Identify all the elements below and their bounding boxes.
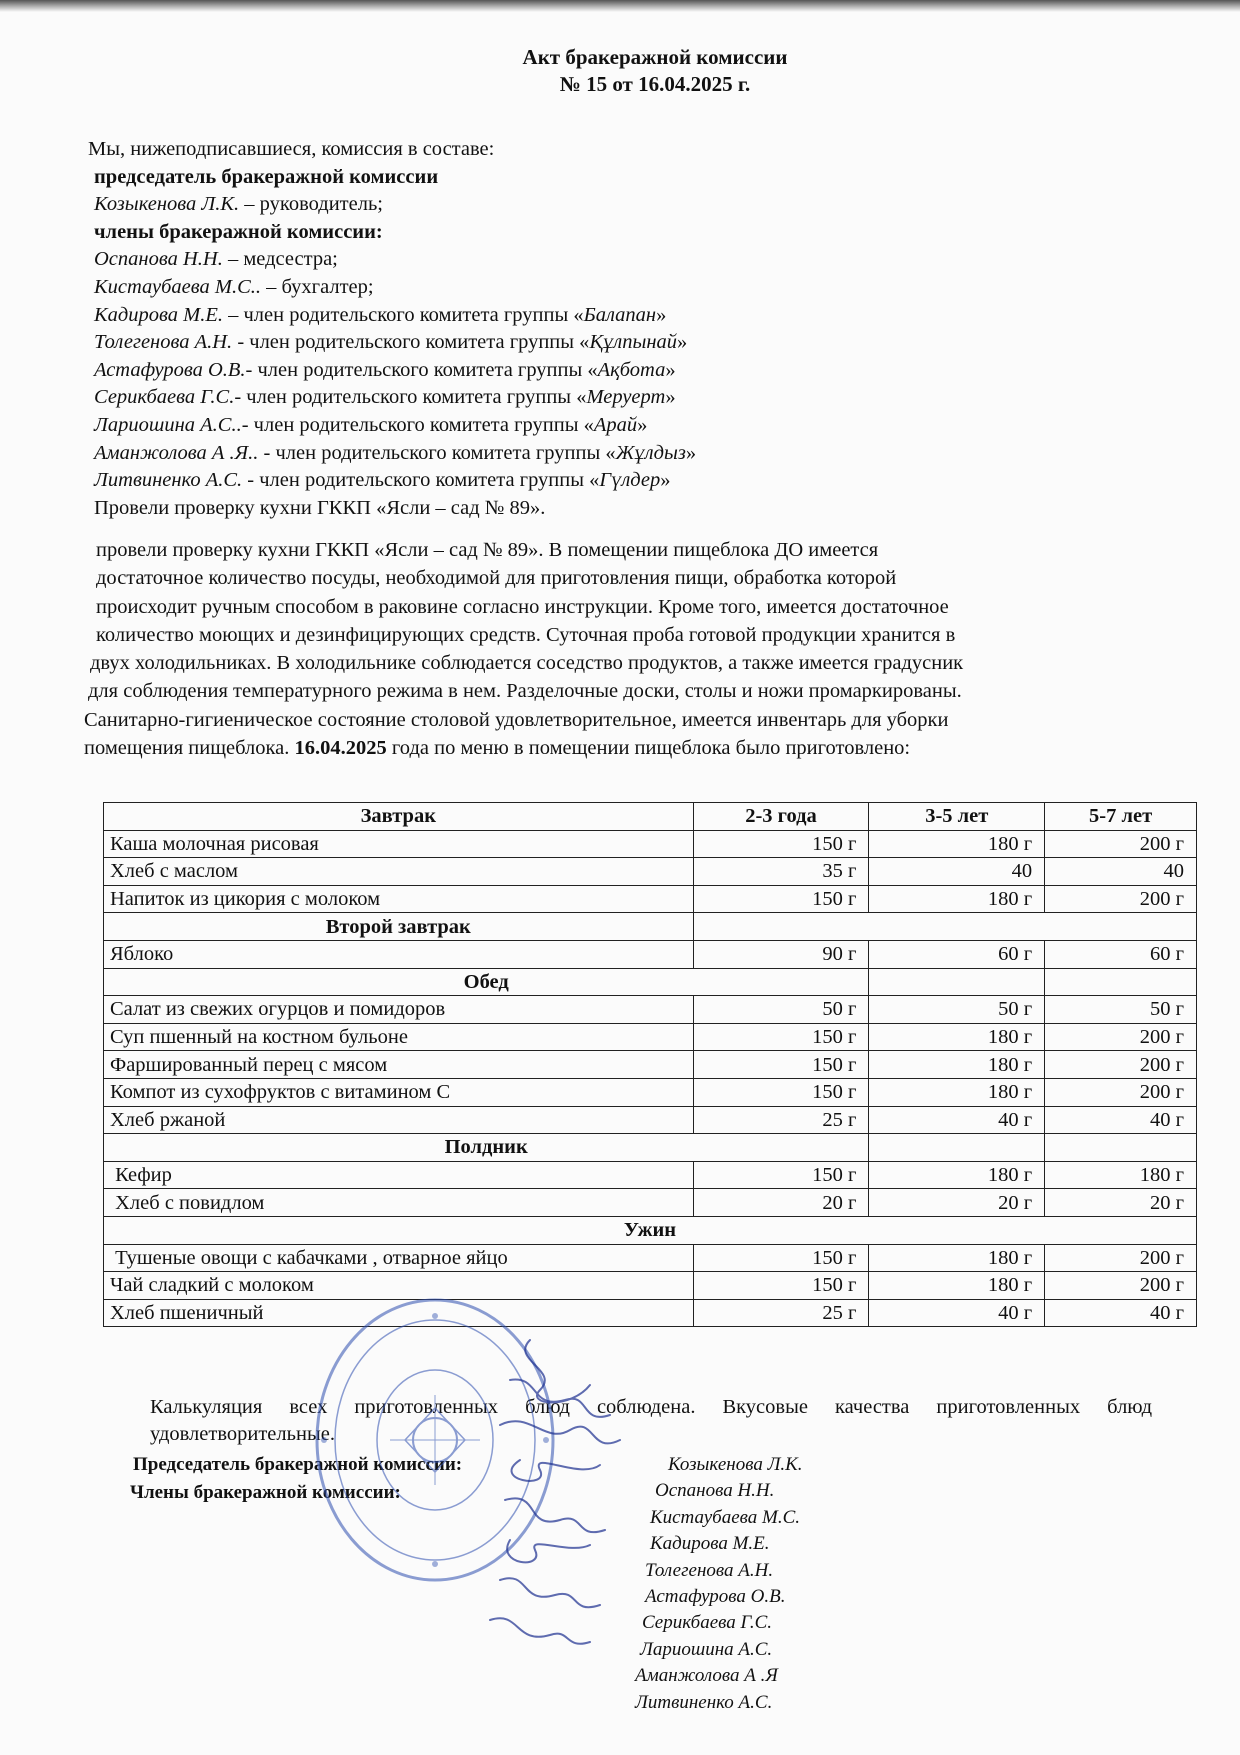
signature-name: Оспанова Н.Н.: [655, 1480, 775, 1501]
portion-2-3: 150 г: [693, 885, 869, 913]
member-line: [88, 440, 1168, 468]
member-quote: »: [665, 358, 676, 381]
paragraph-line: провели проверку кухни ГККП «Ясли – сад № 89». В помещении пищеблока ДО имеется: [96, 539, 879, 561]
member-name: Оспанова Н.Н.: [94, 248, 223, 271]
dish-name: Напиток из цикория с молоком: [104, 885, 694, 913]
member-quote: »: [656, 303, 667, 326]
portion-5-7: 40: [1045, 858, 1197, 886]
section-snack: Полдник: [104, 1134, 869, 1162]
dish-name: Чай сладкий с молоком: [104, 1272, 694, 1300]
table-row: [104, 1272, 1197, 1300]
dish-name: Салат из свежих огурцов и помидоров: [104, 996, 694, 1024]
portion-3-5: 180 г: [869, 1051, 1045, 1079]
empty-cell: [1045, 968, 1197, 996]
portion-3-5: 60 г: [869, 940, 1045, 968]
commission-composition: [88, 136, 1168, 522]
intro-opening: Мы, нижеподписавшиеся, комиссия в составе:: [88, 138, 495, 160]
paragraph-line: происходит ручным способом в раковине согласно инструкции. Кроме того, имеется достаточное: [96, 595, 949, 618]
dish-name: Фаршированный перец с мясом: [104, 1051, 694, 1079]
portion-5-7: 200 г: [1045, 1272, 1197, 1300]
member-group: Құлпынай: [589, 331, 678, 354]
menu-table: [103, 802, 1197, 1327]
member-line: [88, 412, 1168, 440]
paragraph-line: количество моющих и дезинфицирующих средств. Суточная проба готовой продукции хранится в: [96, 623, 956, 646]
section-row: [104, 1216, 1197, 1244]
signature-name: Лариошина А.С.: [640, 1639, 773, 1660]
signature-name: Серикбаева Г.С.: [642, 1612, 773, 1633]
table-row: [104, 1161, 1197, 1189]
portion-5-7: 60 г: [1045, 940, 1197, 968]
portion-3-5: 180 г: [869, 1023, 1045, 1051]
member-role: - член родительского комитета группы «: [258, 441, 616, 464]
empty-cell: [693, 913, 1196, 941]
member-role: – бухгалтер;: [261, 275, 374, 298]
table-row: [104, 1051, 1197, 1079]
menu-date: 16.04.2025: [294, 737, 387, 760]
portion-5-7: 200 г: [1045, 1244, 1197, 1272]
portion-3-5: 50 г: [869, 996, 1045, 1024]
table-row: [104, 1299, 1197, 1327]
scan-edge-line: [0, 0, 1240, 12]
chair-heading: председатель бракеражной комиссии: [94, 165, 439, 188]
member-name: Астафурова О.В.: [94, 358, 246, 381]
signature-name: Козыкенова Л.К.: [668, 1454, 803, 1475]
empty-cell: [869, 968, 1045, 996]
member-role: – член родительского комитета группы «: [222, 303, 584, 326]
member-line: [88, 357, 1168, 385]
portion-5-7: 200 г: [1045, 830, 1197, 858]
portion-2-3: 35 г: [693, 858, 869, 886]
empty-cell: [869, 1134, 1045, 1162]
meal-header-breakfast: Завтрак: [104, 803, 694, 831]
member-group: Ақбота: [597, 358, 666, 381]
member-line: [88, 246, 1168, 274]
dish-name: Хлеб ржаной: [104, 1106, 694, 1134]
member-role: - член родительского комитета группы «: [241, 413, 594, 436]
portion-2-3: 150 г: [693, 1078, 869, 1106]
member-line: [88, 384, 1168, 412]
member-name: Толегенова А.Н.: [94, 331, 233, 354]
dish-name: Хлеб с маслом: [104, 858, 694, 886]
conclusion-text: Калькуляция всех приготовленных блюд соблюдена. Вкусовые качества приготовленных блюд удовлетворительные.: [150, 1396, 1152, 1445]
member-quote: »: [685, 441, 697, 464]
chair-line: [88, 191, 1168, 219]
member-line: [88, 274, 1168, 302]
portion-3-5: 180 г: [869, 830, 1045, 858]
portion-2-3: 150 г: [693, 1244, 869, 1272]
check-line: Провели проверку кухни ГККП «Ясли – сад № 89».: [94, 496, 546, 519]
member-group: Балапан: [583, 303, 657, 326]
portion-2-3: 150 г: [693, 830, 869, 858]
dish-name: Суп пшенный на костном бульоне: [104, 1023, 694, 1051]
member-role: - член родительского комитета группы «: [232, 331, 590, 354]
signature-name: Астафурова О.В.: [645, 1586, 786, 1607]
member-role: - член родительского комитета группы «: [245, 358, 598, 381]
portion-3-5: 180 г: [869, 1244, 1045, 1272]
portion-2-3: 50 г: [693, 996, 869, 1024]
members-signature-label: Члены бракеражной комиссии:: [130, 1482, 401, 1503]
paragraph-line: Санитарно-гигиеническое состояние столовой удовлетворительное, имеется инвентарь для уборки: [84, 708, 949, 731]
table-row: [104, 1189, 1197, 1217]
member-group: Меруерт: [586, 386, 666, 409]
portion-2-3: 150 г: [693, 1272, 869, 1300]
table-row: [104, 1106, 1197, 1134]
paragraph-last-line: [84, 734, 1154, 762]
member-role: - член родительского комитета группы «: [242, 469, 600, 492]
empty-cell: [1045, 1134, 1197, 1162]
member-line: [88, 329, 1168, 357]
portion-3-5: 180 г: [869, 1161, 1045, 1189]
portion-5-7: 200 г: [1045, 1078, 1197, 1106]
portion-2-3: 150 г: [693, 1023, 869, 1051]
member-quote: »: [637, 413, 648, 436]
paragraph-line: двух холодильниках. В холодильнике соблюдается соседство продуктов, а также имеется градусник: [90, 652, 964, 675]
portion-3-5: 180 г: [869, 885, 1045, 913]
signature-name: Толегенова А.Н.: [645, 1560, 774, 1581]
paragraph-line: достаточное количество посуды, необходимой для приготовления пищи, обработка которой: [96, 567, 897, 590]
portion-2-3: 25 г: [693, 1106, 869, 1134]
member-group: Арай: [593, 413, 638, 436]
portion-5-7: 200 г: [1045, 1023, 1197, 1051]
signature-name: Литвиненко А.С.: [635, 1692, 773, 1713]
member-name: Кадирова М.Е.: [94, 303, 223, 326]
member-name: Серикбаева Г.С.: [94, 386, 235, 409]
paragraph-last-post: года по меню в помещении пищеблока было приготовлено:: [386, 737, 911, 760]
document-number: № 15 от 16.04.2025 г.: [559, 72, 751, 96]
portion-2-3: 150 г: [693, 1161, 869, 1189]
portion-5-7: 40 г: [1045, 1299, 1197, 1327]
portion-3-5: 180 г: [869, 1078, 1045, 1106]
member-group: Гүлдер: [599, 469, 661, 492]
signature-name: Кистаубаева М.С.: [650, 1507, 801, 1528]
document-title: Акт бракеражной комиссии: [522, 45, 788, 69]
section-row: [104, 1134, 1197, 1162]
portion-5-7: 50 г: [1045, 996, 1197, 1024]
table-row: [104, 858, 1197, 886]
portion-2-3: 20 г: [693, 1189, 869, 1217]
section-row: [104, 913, 1197, 941]
signature-name: Кадирова М.Е.: [650, 1533, 770, 1554]
table-row: [104, 1023, 1197, 1051]
table-row: [104, 940, 1197, 968]
portion-5-7: 200 г: [1045, 885, 1197, 913]
paragraph-last-pre: помещения пищеблока.: [84, 737, 295, 760]
dish-name: Тушеные овощи с кабачками , отварное яйцо: [104, 1244, 694, 1272]
table-row: [104, 885, 1197, 913]
section-lunch: Обед: [104, 968, 869, 996]
age-header-2-3: 2-3 года: [693, 803, 869, 831]
member-role: – медсестра;: [222, 248, 338, 271]
section-row: [104, 968, 1197, 996]
chair-name: Козыкенова Л.К.: [94, 193, 240, 216]
dish-name: Хлеб с повидлом: [104, 1189, 694, 1217]
table-row: [104, 830, 1197, 858]
table-row: [104, 996, 1197, 1024]
handwritten-signatures-icon: [470, 1330, 640, 1660]
age-header-5-7: 5-7 лет: [1045, 803, 1197, 831]
member-line: [88, 467, 1168, 495]
portion-3-5: 20 г: [869, 1189, 1045, 1217]
member-name: Кистаубаева М.С..: [94, 275, 262, 298]
table-row: [104, 1078, 1197, 1106]
portion-3-5: 180 г: [869, 1272, 1045, 1300]
dish-name: Кефир: [104, 1161, 694, 1189]
portion-3-5: 40 г: [869, 1299, 1045, 1327]
portion-2-3: 150 г: [693, 1051, 869, 1079]
member-line: [88, 302, 1168, 330]
inspection-paragraph: [84, 536, 1154, 762]
dish-name: Каша молочная рисовая: [104, 830, 694, 858]
table-header-row: [104, 803, 1197, 831]
portion-2-3: 90 г: [693, 940, 869, 968]
portion-5-7: 180 г: [1045, 1161, 1197, 1189]
chair-signature-label: Председатель бракеражной комиссии:: [133, 1454, 463, 1475]
member-name: Литвиненко А.С.: [94, 469, 243, 492]
member-name: Лариошина А.С..: [94, 413, 242, 436]
section-dinner: Ужин: [104, 1216, 1197, 1244]
member-name: Аманжолова А .Я..: [94, 441, 259, 464]
member-quote: »: [660, 469, 671, 492]
dish-name: Яблоко: [104, 940, 694, 968]
portion-5-7: 40 г: [1045, 1106, 1197, 1134]
section-second-breakfast: Второй завтрак: [104, 913, 694, 941]
portion-5-7: 20 г: [1045, 1189, 1197, 1217]
member-quote: »: [677, 331, 688, 354]
chair-role: – руководитель;: [239, 193, 384, 216]
members-heading: члены бракеражной комиссии:: [94, 220, 383, 243]
paragraph-line: для соблюдения температурного режима в нем. Разделочные доски, столы и ножи промаркированы.: [88, 680, 962, 703]
table-row: [104, 1244, 1197, 1272]
member-group: Жұлдыз: [615, 441, 686, 464]
age-header-3-5: 3-5 лет: [869, 803, 1045, 831]
portion-5-7: 200 г: [1045, 1051, 1197, 1079]
member-quote: »: [665, 386, 676, 409]
portion-3-5: 40: [869, 858, 1045, 886]
portion-2-3: 25 г: [693, 1299, 869, 1327]
signature-name: Аманжолова А .Я: [635, 1665, 778, 1686]
portion-3-5: 40 г: [869, 1106, 1045, 1134]
dish-name: Хлеб пшеничный: [104, 1299, 694, 1327]
member-role: - член родительского комитета группы «: [234, 386, 587, 409]
dish-name: Компот из сухофруктов с витамином С: [104, 1078, 694, 1106]
